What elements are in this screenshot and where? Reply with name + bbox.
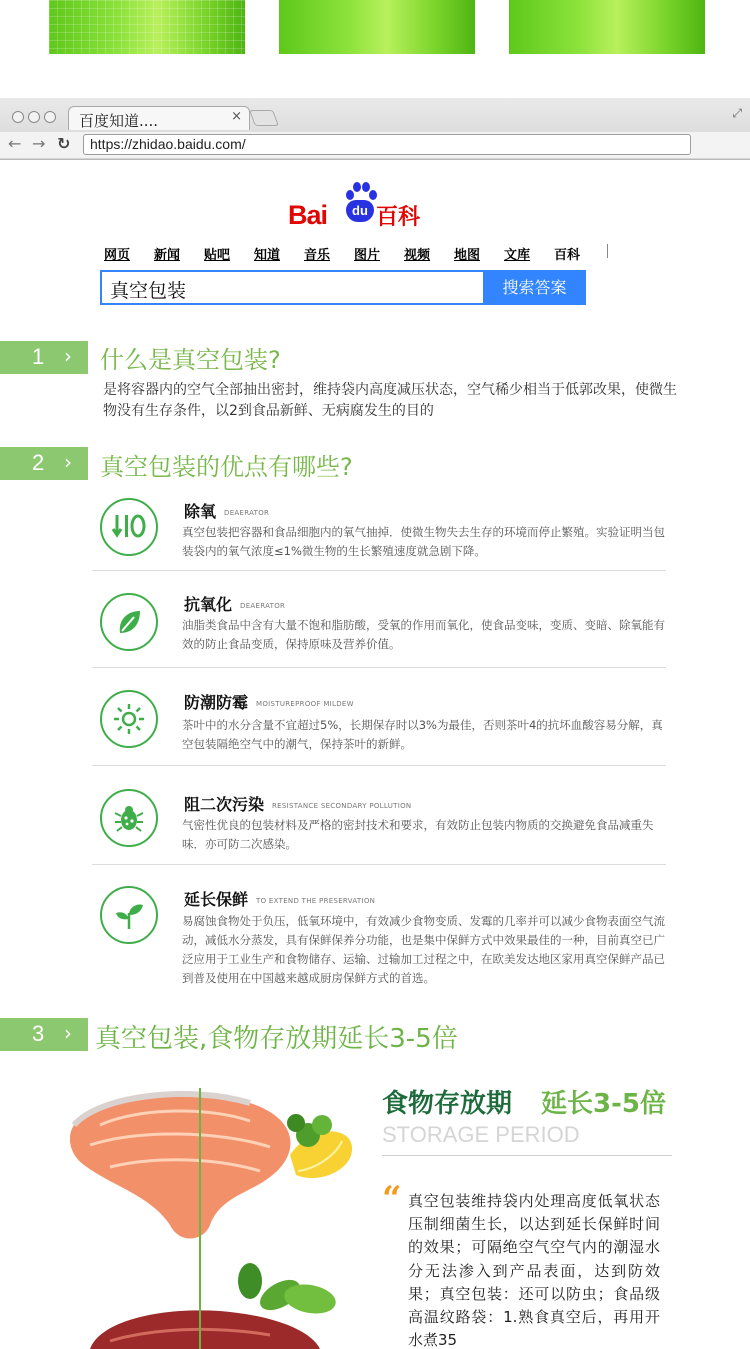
section-2-title: 真空包装的优点有哪些? [100, 453, 353, 481]
nav-item-news[interactable]: 新闻 [154, 248, 181, 263]
benefit-item [92, 590, 666, 668]
benefit-text: 茶叶中的水分含量不宜超过5%，长期保存时以3%为最佳，否则茶叶4的抗坏血酸容易分解，真空包装隔绝空气中的潮气，保持茶叶的新鲜。 [182, 718, 663, 751]
chevron-right-icon: › [64, 1021, 72, 1045]
quote-mark-icon: “ [382, 1179, 402, 1219]
search-answer-button[interactable]: 搜索答案 [483, 270, 586, 305]
benefit-title: 延长保鲜 TO EXTEND THE PRESERVATION [184, 890, 376, 909]
section-3-tag [0, 1018, 88, 1051]
search-input[interactable]: 真空包装 [100, 270, 484, 305]
tab-close-icon[interactable]: × [231, 109, 242, 124]
storage-description: 真空包装维持袋内处理高度低氧状态压制细菌生长，以达到延长保鲜时间的效果；可隔绝空气空气内的潮湿水分无法渗入到产品表面，达到防效果；真空包装：还可以防虫；食品级高温纹路袋：1.熟食真空后，再用开水煮35 [408, 1192, 660, 1349]
storage-title-highlight: 延长3-5倍 [541, 1089, 666, 1119]
nav-item-map[interactable]: 地图 [454, 248, 481, 263]
nav-item-music[interactable]: 音乐 [304, 248, 331, 263]
benefit-title: 阻二次污染 RESISTANCE SECONDARY POLLUTION [184, 795, 412, 814]
benefit-text: 易腐蚀食物处于负压，低氧环境中，有效减少食物变质、发霉的几率并可以减少食物表面空气流动，减低水分蒸发，具有保鲜保养分功能，也是集中保鲜方式中效果最佳的一种，目前真空已广泛应用于工业生产和食物储存、运输、过输加工过程之中，在欧美发达地区家用真空保鲜产品已到普及使用在中国越来越成厨房保鲜方式的首选。 [182, 914, 665, 985]
back-arrow-icon[interactable]: ← [8, 134, 22, 153]
browser-tab[interactable] [68, 106, 250, 130]
green-banner-3 [509, 0, 705, 54]
section-1-number: 1 [32, 344, 45, 369]
chevron-right-icon: › [64, 450, 72, 474]
green-banner-2 [279, 0, 475, 54]
sprout-icon [100, 886, 158, 944]
benefit-item [92, 884, 666, 984]
section-3-title: 真空包装,食物存放期延长3-5倍 [95, 1024, 458, 1054]
logo-wordmark: Bai [288, 200, 328, 230]
benefit-text: 真空包装把容器和食品细胞内的氧气抽掉．使微生物失去生存的环境而停止繁殖。实验证明当包装袋内的氧气浓度≤1%微生物的生长繁殖速度就急剧下降。 [182, 525, 665, 558]
nav-item-tieba[interactable]: 贴吧 [204, 248, 231, 263]
section-1-description: 是将容器内的空气全部抽出密封，维持袋内高度减压状态，空气稀少相当于低郭改果，使微生物没有生存条件，以2到食品新鲜、无病腐发生的目的 [103, 382, 677, 419]
nav-item-images[interactable]: 图片 [354, 248, 381, 263]
benefit-text: 油脂类食品中含有大量不饱和脂肪酸，受氧的作用而氧化，使食品变味，变质、变暗、除氧能有效的防止食品变质，保持原味及营养价值。 [182, 618, 665, 651]
nav-item-wenku[interactable]: 文库 [504, 248, 531, 263]
nav-item-video[interactable]: 视频 [404, 248, 431, 263]
bug-icon [100, 789, 158, 847]
browser-window-chrome [0, 98, 750, 160]
nav-divider [607, 244, 608, 258]
forward-arrow-icon[interactable]: → [32, 134, 46, 153]
benefit-title: 防潮防霉 MOISTUREPROOF MILDEW [184, 693, 354, 712]
image-divider-line [199, 1088, 201, 1349]
benefit-title: 抗氧化 DEAERATOR [184, 595, 286, 614]
divider [92, 570, 666, 571]
tab-title: 百度知道.... [79, 112, 159, 130]
maximize-window-button[interactable] [44, 111, 56, 123]
window-controls [12, 108, 60, 127]
sun-icon [100, 690, 158, 748]
section-1-title: 什么是真空包装? [100, 346, 281, 374]
divider [92, 864, 666, 865]
green-banner-1 [49, 0, 245, 54]
leaf-icon [100, 593, 158, 651]
chevron-right-icon: › [64, 344, 72, 368]
section-1-tag [0, 341, 88, 374]
salmon-and-meat-image [70, 1085, 370, 1349]
reload-icon[interactable]: ↻ [57, 134, 71, 153]
logo-du: du [346, 200, 374, 222]
browser-toolbar [0, 132, 750, 158]
storage-english-title: STORAGE PERIOD [382, 1122, 580, 1147]
benefit-text: 气密性优良的包装材料及严格的密封技术和要求，有效防止包装内物质的交换避免食品减重失味．亦可防二次感染。 [182, 818, 654, 851]
nav-item-baike[interactable]: 百科 [554, 248, 581, 263]
benefit-item [92, 495, 666, 571]
address-bar[interactable]: https://zhidao.baidu.com/ [83, 134, 691, 155]
new-tab-button[interactable] [249, 110, 279, 126]
top-banner-strip [0, 0, 750, 54]
section-2-tag [0, 447, 88, 480]
baidu-baike-logo[interactable] [288, 180, 428, 230]
minimize-window-button[interactable] [28, 111, 40, 123]
oxygen-removal-icon [100, 498, 158, 556]
section-2-number: 2 [32, 450, 45, 475]
divider [382, 1155, 672, 1156]
fullscreen-icon[interactable]: ⤢ [732, 106, 742, 120]
close-window-button[interactable] [12, 111, 24, 123]
nav-item-web[interactable]: 网页 [104, 248, 131, 263]
divider [92, 765, 666, 766]
benefit-item [92, 787, 666, 865]
storage-title: 食物存放期 [382, 1089, 513, 1119]
benefit-title: 除氧 DEAERATOR [184, 502, 270, 521]
benefit-item [92, 688, 666, 766]
section-3-number: 3 [32, 1021, 45, 1046]
logo-baike: 百科 [376, 205, 421, 230]
nav-item-zhidao[interactable]: 知道 [254, 248, 281, 263]
divider [92, 667, 666, 668]
search-form [100, 270, 586, 305]
